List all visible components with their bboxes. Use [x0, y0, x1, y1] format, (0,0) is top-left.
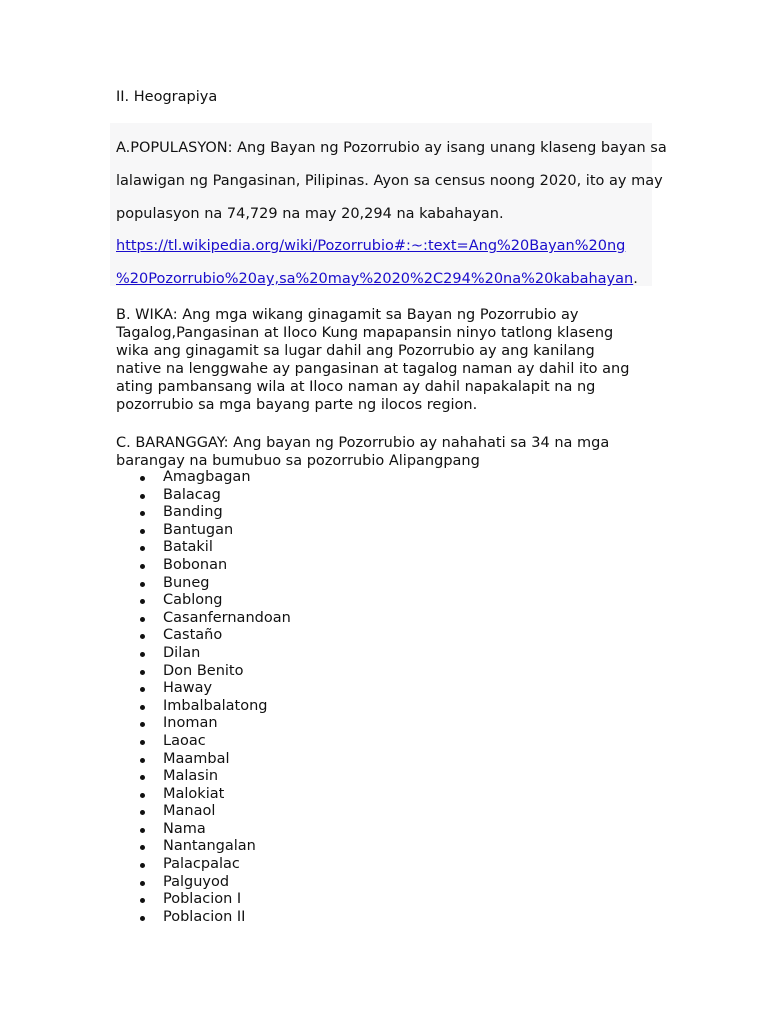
barangay-name: Castaño	[163, 627, 223, 644]
bullet-icon	[140, 529, 145, 534]
bullet-icon	[140, 916, 145, 921]
barangay-name: Poblacion I	[163, 891, 242, 908]
barangay-name: Manaol	[163, 803, 216, 820]
baranggay-line-2	[116, 452, 636, 470]
barangay-name: Haway	[163, 680, 213, 697]
source-link-line-1[interactable]	[116, 237, 625, 255]
baranggay-paragraph	[116, 434, 636, 470]
list-item	[116, 768, 291, 786]
list-item	[116, 504, 291, 522]
source-link-continued[interactable]: %20Pozorrubio%20ay,sa%20may%2020%2C294%20na%20kabahayan	[116, 271, 634, 287]
barangay-name: Banding	[163, 504, 223, 521]
bullet-icon	[140, 828, 145, 833]
list-item	[116, 592, 291, 610]
list-item	[116, 680, 291, 698]
list-item	[116, 610, 291, 628]
barangay-name: Laoac	[163, 732, 206, 749]
bullet-icon	[140, 705, 145, 710]
list-item	[116, 751, 291, 769]
list-item	[116, 733, 291, 751]
bullet-icon	[140, 634, 145, 639]
bullet-icon	[140, 863, 145, 868]
bullet-icon	[140, 476, 145, 481]
list-item	[116, 522, 291, 540]
populasyon-line-1: A.POPULASYON: Ang Bayan ng Pozorrubio ay isang unang klaseng bayan sa	[116, 140, 667, 156]
section-heading: II. Heograpiya	[116, 89, 218, 105]
list-item	[116, 909, 291, 927]
list-item	[116, 627, 291, 645]
barangay-list	[116, 469, 291, 926]
barangay-name: Palguyod	[163, 873, 230, 890]
list-item	[116, 645, 291, 663]
barangay-name: Amagbagan	[163, 469, 251, 485]
bullet-icon	[140, 881, 145, 886]
barangay-name: Malokiat	[163, 785, 225, 802]
barangay-name: Nantangalan	[163, 838, 256, 855]
populasyon-line-3: populasyon na 74,729 na may 20,294 na kabahayan.	[116, 206, 504, 222]
bullet-icon	[140, 546, 145, 551]
barangay-name: Casanfernandoan	[163, 609, 291, 626]
barangay-name: Balacag	[163, 486, 221, 503]
baranggay-line-1: C. BARANGGAY: Ang bayan ng Pozorrubio ay nahahati sa 34 na mga	[116, 435, 610, 451]
link-trailing-period: .	[633, 271, 638, 287]
list-item	[116, 539, 291, 557]
bullet-icon	[140, 758, 145, 763]
bullet-icon	[140, 793, 145, 798]
populasyon-line-2: lalawigan ng Pangasinan, Pilipinas. Ayon sa census noong 2020, ito ay may	[116, 173, 663, 189]
list-item	[116, 487, 291, 505]
bullet-icon	[140, 775, 145, 780]
list-item	[116, 891, 291, 909]
list-item	[116, 715, 291, 733]
barangay-name: Don Benito	[163, 662, 244, 679]
bullet-icon	[140, 670, 145, 675]
list-item	[116, 557, 291, 575]
bullet-icon	[140, 599, 145, 604]
barangay-name: Palacpalac	[163, 856, 240, 873]
bullet-icon	[140, 740, 145, 745]
barangay-name: Imbalbalatong	[163, 697, 268, 714]
bullet-icon	[140, 898, 145, 903]
barangay-name: Bantugan	[163, 521, 234, 538]
source-link[interactable]: https://tl.wikipedia.org/wiki/Pozorrubio#:~:text=Ang%20Bayan%20ng	[116, 238, 626, 254]
barangay-name: Inoman	[163, 715, 218, 732]
list-item	[116, 856, 291, 874]
list-item	[116, 786, 291, 804]
list-item	[116, 821, 291, 839]
barangay-name: Maambal	[163, 750, 230, 767]
bullet-icon	[140, 494, 145, 499]
barangay-name: Dilan	[163, 644, 201, 661]
wika-paragraph: B. WIKA: Ang mga wikang ginagamit sa Bayan ng Pozorrubio ay Tagalog,Pangasinan at Iloco Kung mapapansin ninyo tatlong klaseng wika ang ginagamit sa lugar dahil ang Pozorrubio ay ang kanilang native na lenggwahe ay pangasinan at tagalog naman ay dahil ito ang ating pambansang wila at Iloco naman ay dahil napakalapit na ng pozorrubio sa mga bayang parte ng ilocos region.	[116, 307, 630, 413]
barangay-name: Bobonan	[163, 556, 228, 573]
barangay-name: Malasin	[163, 768, 219, 785]
bullet-icon	[140, 810, 145, 815]
bullet-icon	[140, 687, 145, 692]
bullet-icon	[140, 652, 145, 657]
barangay-name: Poblacion II	[163, 908, 246, 925]
barangay-first-name: Alipangpang	[388, 453, 480, 469]
list-item	[116, 575, 291, 593]
list-item	[116, 663, 291, 681]
source-link-line-2[interactable]	[116, 270, 638, 288]
list-item	[116, 803, 291, 821]
list-item	[116, 469, 291, 487]
bullet-icon	[140, 845, 145, 850]
barangay-name: Buneg	[163, 574, 210, 591]
baranggay-intro: barangay na bumubuo sa pozorrubio	[116, 453, 389, 469]
list-item	[116, 874, 291, 892]
bullet-icon	[140, 564, 145, 569]
bullet-icon	[140, 511, 145, 516]
barangay-name: Cablong	[163, 592, 223, 609]
barangay-name: Nama	[163, 820, 206, 837]
list-item	[116, 838, 291, 856]
list-item	[116, 698, 291, 716]
bullet-icon	[140, 722, 145, 727]
barangay-name: Batakil	[163, 539, 213, 556]
bullet-icon	[140, 617, 145, 622]
bullet-icon	[140, 582, 145, 587]
